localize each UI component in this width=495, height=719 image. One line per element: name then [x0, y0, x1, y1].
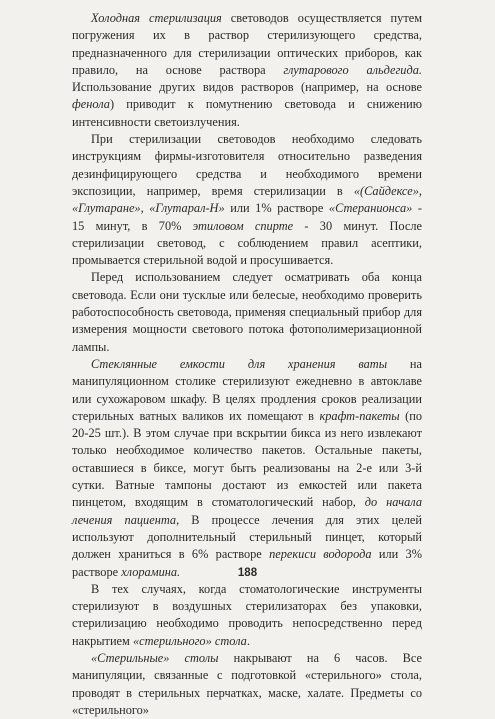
text-span: При стерилизации световодов необходимо следовать инструкциям фирмы-изготовителя относительно разведения дезинфицирующего средства и необходимого времени экспозиции, например, время стерилизации в [72, 132, 422, 198]
term-ethyl-alcohol: этиловом спирте [192, 218, 294, 233]
page-text [72, 10, 422, 719]
text-span: или 1% растворе [224, 201, 329, 216]
paragraph-sterile-tables [72, 650, 422, 719]
term-solution-names: «(Сайдексе», «Глутаранe», «Глутарал-Н» [72, 183, 422, 216]
text-span: В тех случаях, когда стоматологические инструменты стерилизуют в воздушных стерилизаторах без упаковки, стерилизацию необходимо проводить непосредственно перед накрытием [72, 581, 422, 648]
text-span: Использование других видов растворов (например, на основе [72, 80, 422, 95]
paragraph-cold-sterilization [72, 10, 422, 131]
paragraph-instructions [72, 131, 422, 269]
text-span: . [246, 633, 250, 648]
text-span: или 3% растворе [72, 547, 422, 579]
text-span: - 15 минут, в 70% [72, 201, 423, 233]
paragraph-inspection [72, 269, 422, 355]
text-span: - 30 минут. После стерилизации световод, с соблюдением правил асептики, промывается стерильной водой и просушивается. [72, 218, 423, 268]
term-steranions: «Стеранионса» [328, 201, 413, 216]
term-chloramine: хлорамина. [121, 564, 181, 579]
term-before-treatment: до начала лечения пациента [72, 495, 422, 527]
text-span: (по 20-25 шт.). В этом случае при вскрытии бикса из него извлекают только необходимое количество пакетов. Остальные пакеты, оставшиеся в биксе, могут быть реализованы на 2-е или 3-й сутки. Ватные тампоны достают из емкостей или пакета пинцетом, входящим в стоматологический набор, [72, 408, 422, 510]
term-sterile-tables: «Стерильные» столы [91, 650, 219, 665]
text-span: ) приводит к помутнению световода и снижению интенсивности светоизлучения. [72, 97, 422, 129]
term-glutaraldehyde: глутарового альдегида. [283, 62, 422, 77]
paragraph-glass-containers [72, 356, 422, 581]
term-hydrogen-peroxide: перекиси водорода [269, 547, 372, 562]
term-cold-sterilization: Холодная стерилизация [91, 11, 222, 25]
page-number: 188 [237, 567, 258, 579]
text-span: , В процессе лечения для этих целей используют дополнительный стерильный пинцет, который должен храниться в 6% растворе [72, 512, 422, 562]
term-kraft-bags: крафт-пакеты [319, 408, 400, 423]
term-sterile-table: «стерильного» стола [132, 633, 247, 648]
text-span: накрывают на 6 часов. Все манипуляции, связанные с подготовкой «стерильного» стола, проводят в стерильных перчатках, маске, халате. Предметы со «стерильного» [72, 650, 422, 717]
paragraph-air-sterilizers [72, 581, 422, 650]
text-span: световодов осуществляется путем погружения их в раствор стерилизующего средства, предназначенного для стерилизации оптических приборов, как правило, на основе раствора [72, 11, 422, 77]
text-span: Перед использованием следует осматривать оба конца световода. Если они тусклые или белесые, необходимо проверить работоспособность световода, применяя специальный прибор для измерения мощности светового потока фотополимеризационной лампы. [72, 270, 422, 354]
term-glass-containers: Стеклянные емкости для хранения ваты [91, 356, 388, 371]
term-phenol: фенола [72, 97, 110, 112]
text-span: на манипуляционном столике стерилизуют ежедневно в автоклаве или сухожаровом шкафу. В целях продления сроков реализации стерильных ватных валиков их помещают в [72, 356, 422, 423]
